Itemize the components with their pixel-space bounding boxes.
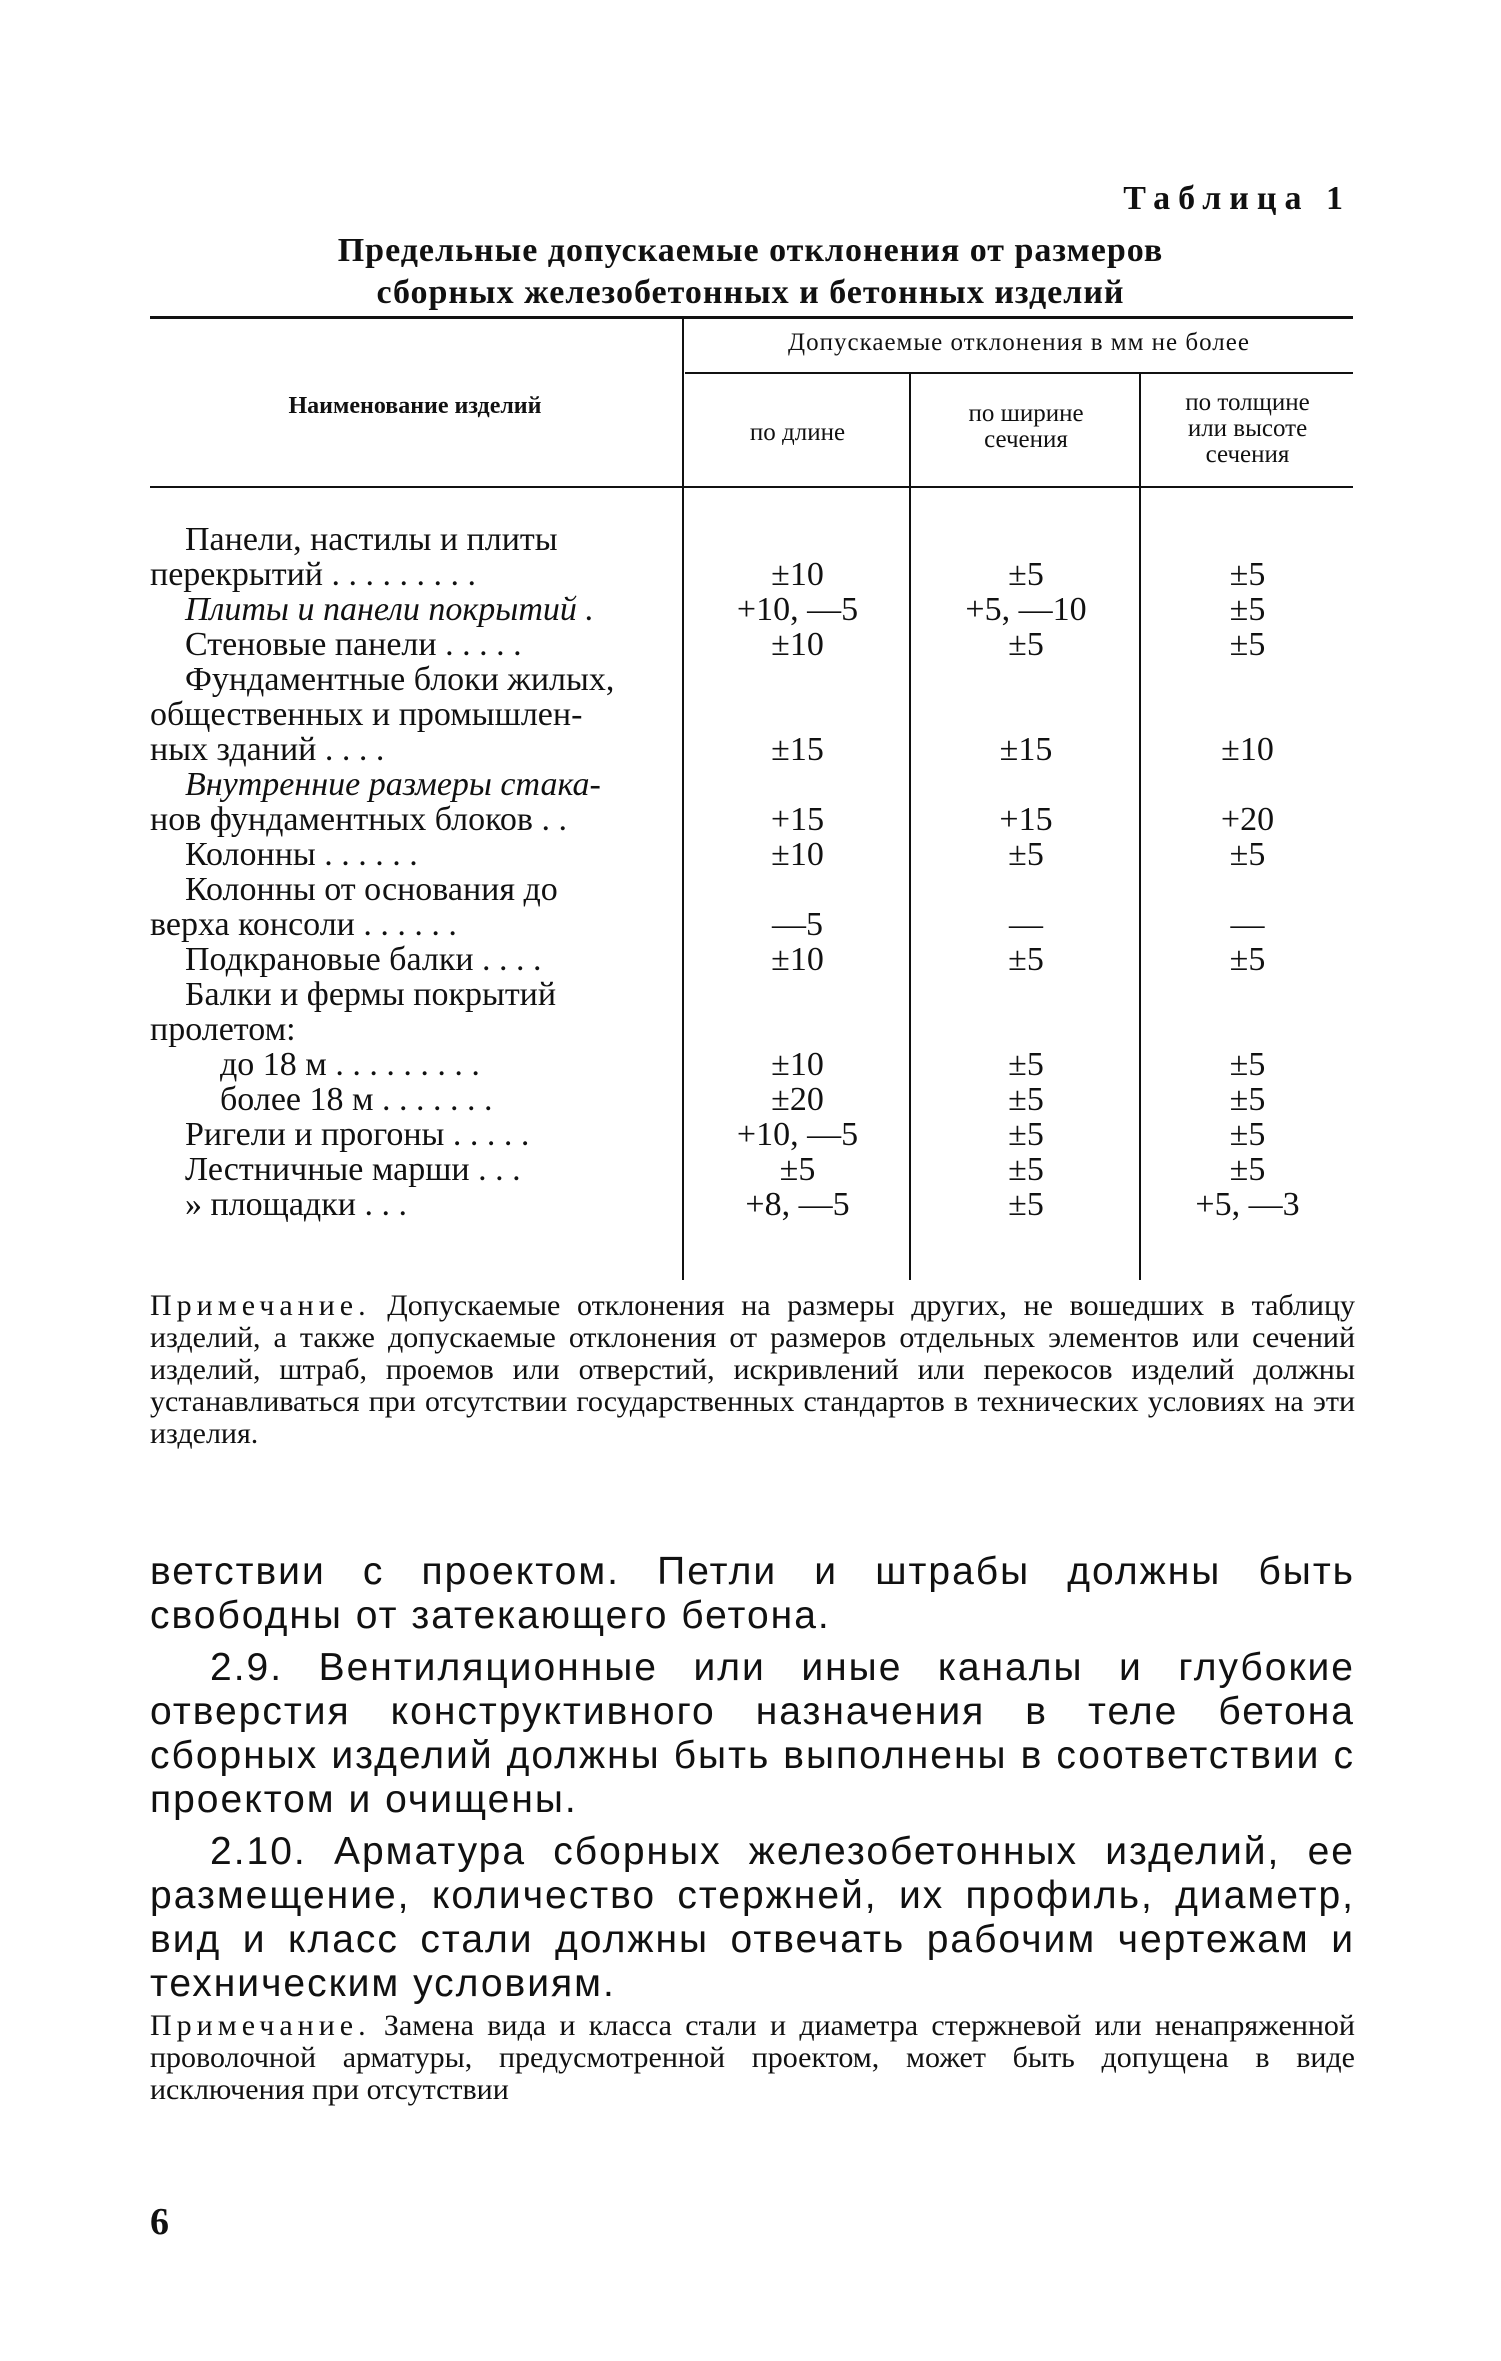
table-cell: ±5	[1229, 591, 1266, 628]
table-cell: —	[1009, 906, 1043, 943]
table-row-name: Внутренние размеры стака-	[185, 767, 601, 802]
table-top-rule	[150, 316, 1353, 319]
table-cell: ±5	[1008, 556, 1044, 593]
table-cell: ±5	[1008, 1151, 1044, 1188]
table-cell: ±10	[771, 626, 824, 663]
column-rule-1	[682, 318, 684, 1280]
table-label: Таблица 1	[1123, 180, 1351, 217]
header-deviations: Допускаемые отклонения в мм не более	[788, 329, 1250, 356]
table-cell: ±5	[1008, 1186, 1044, 1223]
table-caption	[150, 230, 1351, 314]
reinforcement-note	[150, 2010, 1355, 2106]
table-cell: ±10	[771, 556, 824, 593]
table-cell: +5, —10	[965, 591, 1087, 628]
deviation-table	[150, 316, 1353, 1280]
table-cell: +20	[1220, 801, 1275, 838]
table-cell: ±5	[1229, 626, 1266, 663]
note-label: Примечание.	[150, 2009, 371, 2042]
page-number: 6	[150, 2201, 169, 2243]
table-cell: ±10	[1221, 731, 1274, 768]
table-cell: ±5	[1008, 626, 1044, 663]
paragraph-2-10: 2.10. Арматура сборных железобетонных изделий, ее размещение, количество стержней, их профиль, диаметр, вид и класс стали должны отвечать рабочим чертежам и техническим условиям.	[150, 1830, 1355, 2005]
body-text	[150, 1550, 1355, 2014]
table-row-name: нов фундаментных блоков . .	[150, 802, 567, 837]
table-cell: ±15	[771, 731, 824, 768]
table-cell: ±5	[1008, 836, 1044, 873]
caption-line-1: Предельные допускаемые отклонения от размеров	[337, 232, 1164, 269]
table-row-name: ных зданий . . . .	[150, 732, 385, 767]
table-row-name: общественных и промышлен-	[150, 697, 583, 732]
note-text: Допускаемые отклонения на размеры других, не вошедших в таблицу изделий, а также допускаемые отклонения от размеров отдельных элементов или сечений изделий, штраб, проемов или отверстий, искривлений или перекосов изделий должны устанавливаться при отсутствии государственных стандартов в технических условиях на эти изделия.	[150, 1289, 1355, 1450]
table-cell: ±10	[771, 941, 824, 978]
table-cell: ±5	[1229, 1046, 1266, 1083]
table-row-name: Фундаментные блоки жилых,	[185, 662, 615, 697]
table-row-name: до 18 м . . . . . . . . .	[220, 1047, 480, 1082]
header-width	[912, 401, 1140, 453]
table-cell: ±5	[779, 1151, 816, 1188]
table-note	[150, 1290, 1355, 1450]
table-cell: —	[1230, 906, 1265, 943]
header-thickness-line-2: или высоте	[1187, 415, 1308, 442]
table-cell: ±5	[1229, 1081, 1266, 1118]
table-row-name: Стеновые панели . . . . .	[185, 627, 522, 662]
header-length: по длине	[749, 419, 846, 446]
table-cell: +15	[999, 801, 1053, 838]
header-width-line-1: по ширине	[968, 400, 1084, 427]
table-cell: ±5	[1008, 941, 1044, 978]
header-span-rule	[685, 372, 1353, 374]
table-row-name: верха консоли . . . . . .	[150, 907, 457, 942]
table-cell: ±5	[1008, 1046, 1044, 1083]
table-row-name: Колонны . . . . . .	[185, 837, 418, 872]
table-row-name: Панели, настилы и плиты	[185, 522, 558, 557]
table-cell: +5, —3	[1195, 1186, 1300, 1223]
table-cell: +8, —5	[745, 1186, 850, 1223]
note-text: Замена вида и класса стали и диаметра стержневой или ненапряженной проволочной арматуры, предусмотренной проектом, может быть допущена в виде исключения при отсутствии	[150, 2009, 1355, 2106]
table-cell: ±15	[999, 731, 1053, 768]
table-cell: ±5	[1008, 1081, 1044, 1118]
table-cell: ±5	[1229, 836, 1266, 873]
table-row-name: перекрытий . . . . . . . . .	[150, 557, 476, 592]
table-cell: ±5	[1229, 1116, 1266, 1153]
table-row-name: Колонны от основания до	[185, 872, 558, 907]
header-bottom-rule	[150, 486, 1353, 488]
table-row-name: Лестничные марши . . .	[185, 1152, 521, 1187]
note-label: Примечание.	[150, 1289, 371, 1322]
table-cell: +10, —5	[736, 591, 859, 628]
paragraph: ветствии с проектом. Петли и штрабы должны быть свободны от затекающего бетона.	[150, 1550, 1355, 1637]
table-cell: +10, —5	[736, 1116, 859, 1153]
table-cell: ±20	[771, 1081, 824, 1118]
table-row-name: Балки и фермы покрытий	[185, 977, 557, 1012]
header-thickness	[1142, 390, 1353, 468]
table-cell: ±10	[771, 1046, 824, 1083]
table-row-name: пролетом:	[150, 1012, 296, 1047]
table-cell: ±10	[771, 836, 824, 873]
header-thickness-line-1: по толщине	[1185, 389, 1310, 416]
table-row-name: » площадки . . .	[185, 1187, 407, 1222]
table-cell: ±5	[1008, 1116, 1044, 1153]
table-cell: —5	[772, 906, 823, 943]
table-row-name: Плиты и панели покрытий .	[185, 592, 594, 627]
table-cell: ±5	[1229, 1151, 1266, 1188]
paragraph-2-9: 2.9. Вентиляционные или иные каналы и глубокие отверстия конструктивного назначения в теле бетона сборных изделий должны быть выполнены в соответствии с проектом и очищены.	[150, 1646, 1355, 1821]
table-cell: ±5	[1229, 941, 1266, 978]
caption-line-2: сборных железобетонных и бетонных изделий	[376, 274, 1125, 311]
table-row-name: более 18 м . . . . . . .	[220, 1082, 493, 1117]
header-product-name: Наименование изделий	[288, 393, 542, 419]
table-row-name: Подкрановые балки . . . .	[185, 942, 542, 977]
table-row-name: Ригели и прогоны . . . . .	[185, 1117, 530, 1152]
table-cell: +15	[770, 801, 825, 838]
header-thickness-line-3: сечения	[1205, 441, 1290, 468]
header-width-line-2: сечения	[984, 426, 1068, 453]
table-cell: ±5	[1229, 556, 1266, 593]
